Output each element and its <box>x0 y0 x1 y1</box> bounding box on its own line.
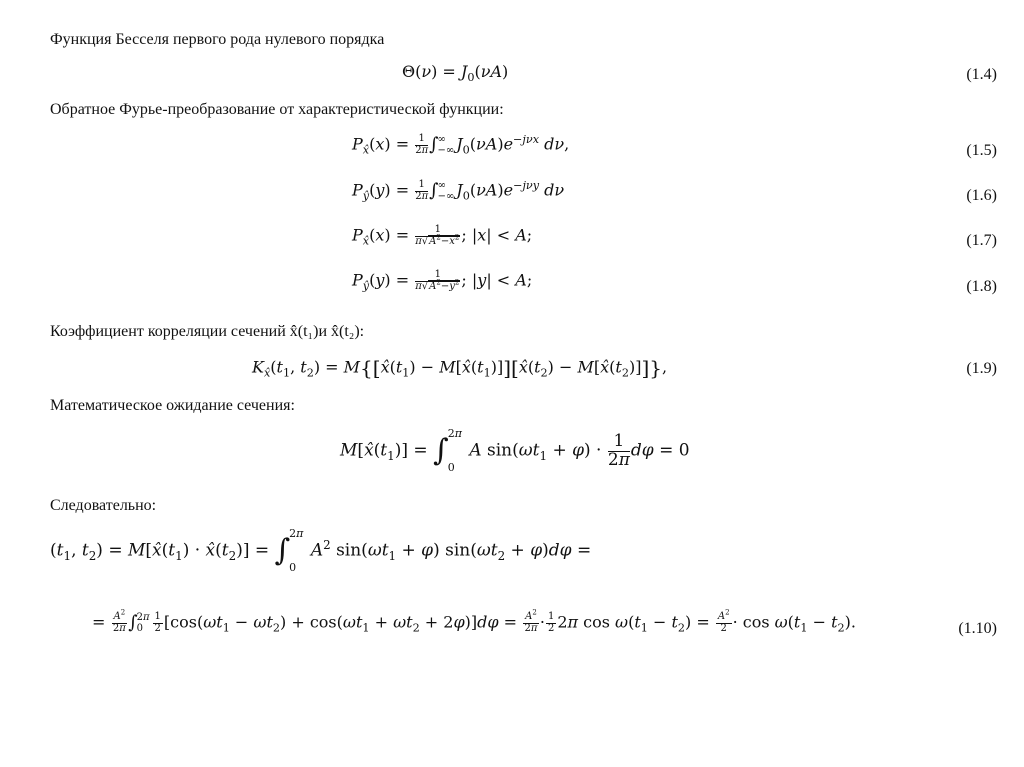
equation-number-1-8: (1.8) <box>966 278 997 295</box>
equation-number-1-7: (1.7) <box>966 232 997 249</box>
paragraph-fourier: Обратное Фурье-преобразование от характеристической функции: <box>50 101 504 118</box>
paragraph-therefore: Следовательно: <box>50 497 157 514</box>
formula-1-6: $P_ŷ(y)$ = $\frac{1}{2\pi}$ ∫ ∞ −∞ $J_0(\nu A)e^{-j\nu y}$ dν <box>352 179 565 203</box>
formula-1-9: $K_{x̂}(t_1$, $t_2$) = $M\{[x̂(t_1)$ − $M[x̂(t_1)]][x̂(t_2)$ − $M[x̂(t_2)]$]}, <box>252 356 668 380</box>
paragraph-mean: Математическое ожидание сечения: <box>50 397 295 414</box>
formula-mean: $M[x̂(t_1)]$ = ∫ 2π 0 A $\sin(\omega t_1 + \varphi)$ · $\frac{1}{2\pi}$ dφ = 0 <box>340 427 690 475</box>
equation-number-1-4: (1.4) <box>966 66 997 83</box>
paragraph-correlation: Коэффициент корреляции сечений x̂(t₁)и x̂(t₂): <box>50 323 365 340</box>
equation-number-1-5: (1.5) <box>966 142 997 159</box>
formula-correlation-line-1: ($t_1$, $t_2$) = $M[x̂(t_1)$ · $x̂(t_2)$] = ∫ 2π 0 $A^2$ $\sin(\omega t_1 + \varphi) \sin(\omega t_2 + \varphi)d\varphi$ = <box>50 527 592 575</box>
formula-1-5: $P_{x̂}(x)$ = $\frac{1}{2\pi}$ ∫ ∞ −∞ $J_0(\nu A)e^{-j\nu x}$ dν, <box>352 133 570 157</box>
equation-number-1-6: (1.6) <box>966 187 997 204</box>
formula-1-7: $P_{x̂}(x)$ = $\frac{1}{\pi√A^2-x^2}$ ; |x| < A; <box>352 224 533 248</box>
formula-1-4: $\Theta(\nu) = J_0(\nu A)$ <box>402 62 509 85</box>
equation-number-1-9: (1.9) <box>966 360 997 377</box>
formula-1-8: $P_ŷ(y)$ = $\frac{1}{\pi√A^2-y^2}$ ; |y| < A; <box>352 269 533 293</box>
paragraph-bessel: Функция Бесселя первого рода нулевого порядка <box>50 31 385 48</box>
formula-correlation-line-2: = $\frac{A^2}{2\pi}$ ∫ 2π 0 $\frac{1}{2}$ $[\cos(\omega t_1 - \omega t_2) + \cos(\omega t_1 + \omega t_2 + 2\varphi)]d\varphi$ = $\frac{A^2}{2\pi}$ · $\frac{1}{2}$ 2π $\cos \omega(t_1 - t_2)$ = $\frac{A^2}{2}$ · $\cos \omega(t_1 - t_2)$. <box>92 608 856 635</box>
equation-number-1-10: (1.10) <box>958 620 997 637</box>
